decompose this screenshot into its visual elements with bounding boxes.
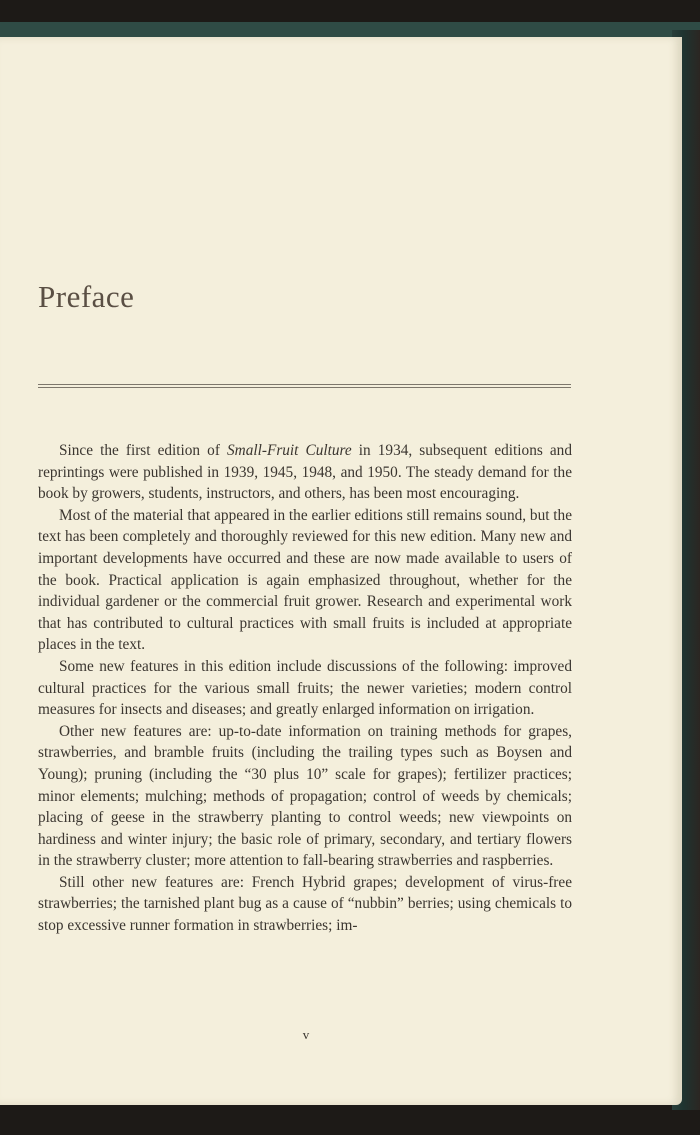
preface-heading: Preface: [38, 279, 135, 314]
text-run: Most of the material that appeared in the earlier editions still remains sound, but the text has been completely and thoroughly reviewed for this new edition. Many new and important developments have occurred and these are now made available to users of the book. Practical application is again emphasized throughout, whether for the individual gardener or the commercial fruit grower. Research and experimental work that has contributed to cultural practices with small fruits is included at appropriate places in the text.: [38, 506, 572, 654]
text-run: Some new features in this edition include discussions of the following: improved cultural practices for the various small fruits; the newer varieties; modern control measures for insects and diseases; and greatly enlarged information on irrigation.: [38, 657, 572, 719]
paragraph: [38, 656, 572, 721]
page-sheet: [0, 37, 682, 1105]
paragraph: [38, 505, 572, 656]
page-number: v: [302, 1027, 310, 1042]
text-run: in 1934, subsequent editions and reprintings were published in 1939, 1945, 1948, and 1950. The steady demand for the book by growers, students, instructors, and others, has been most encouraging.: [38, 442, 572, 503]
paragraph: [38, 872, 572, 937]
text-run: Still other new features are: French Hybrid grapes; development of virus-free strawberries; the tarnished plant bug as a cause of “nubbin” berries; using chemicals to stop excessive runner formation in strawberries; im-: [38, 873, 572, 935]
paragraph: [38, 721, 572, 872]
text-run: Since the first edition of: [59, 442, 228, 459]
book-title-italic: Small-Fruit Culture: [227, 442, 352, 459]
preface-body: [38, 440, 572, 937]
paragraph: [38, 440, 572, 505]
text-run: Other new features are: up-to-date information on training methods for grapes, strawberries, and bramble fruits (including the trailing types such as Boysen and Young); pruning (including the “30 plus 10” scale for grapes); fertilizer practices; minor elements; mulching; methods of propagation; control of weeds by chemicals; placing of geese in the strawberry planting to control weeds; new viewpoints on hardiness and winter injury; the basic role of primary, secondary, and tertiary flowers in the strawberry cluster; more attention to fall-bearing strawberries and raspberries.: [38, 722, 572, 870]
double-rule-divider: [38, 384, 571, 388]
